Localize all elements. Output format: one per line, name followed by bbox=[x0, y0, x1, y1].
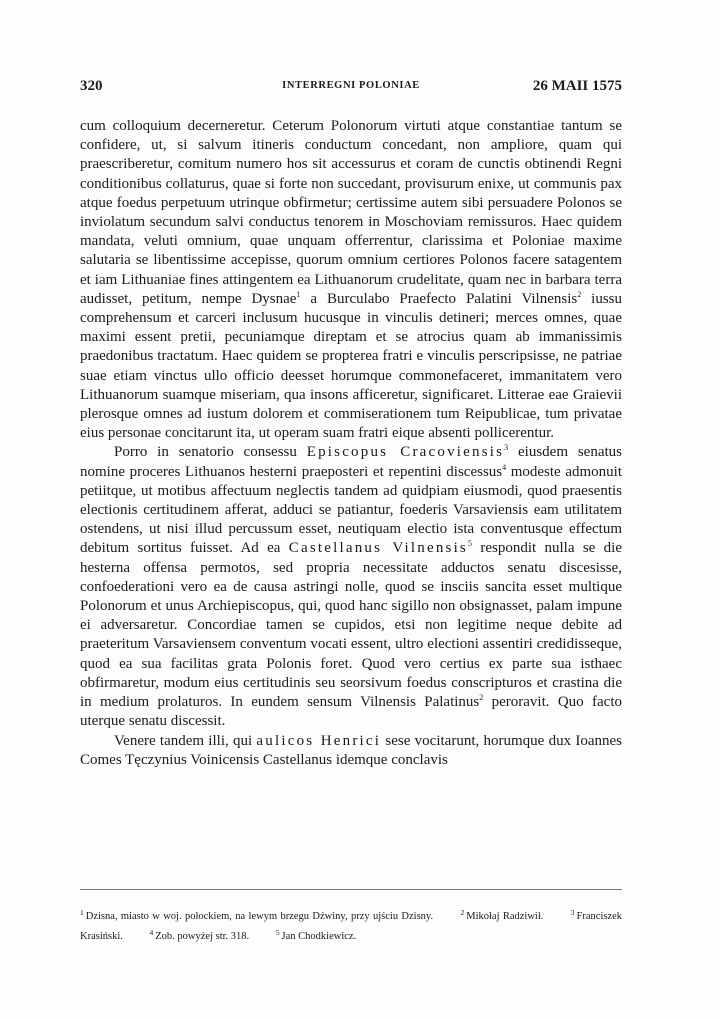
footnote-marker: 3 bbox=[504, 443, 509, 453]
text-run: a Burculabo Praefecto Palatini Vilnensis bbox=[300, 290, 578, 307]
footnote-number: 4 bbox=[149, 928, 154, 937]
footnote-marker: 4 bbox=[502, 462, 507, 472]
footnote-divider bbox=[80, 889, 622, 890]
page-number: 320 bbox=[80, 78, 103, 94]
footnote-number: 3 bbox=[570, 908, 575, 917]
text-run: iussu comprehensum et carceri inclusum hucusque in vinculis detineri; merces omnes, quae maximi essent pretii, pecuniamque direptam et se atrocius quam ab immanissimis praedonibus tractatum. Haec quidem se propterea fratri e vinculis perscripsisse, ne patriae suae etiam vinctus ullo officio deesset horumque commonefaceret, immanitatem vero Lithuanorum suamque miseriam, qua insons afficeretur, significaret. Litterae eae Graievii plerosque omnes ad iustum dolorem et commiserationem tum Reipublicae, tum privatae eius personae concitarunt ita, ut operam suam fratri eique absenti pollicerentur. bbox=[80, 290, 622, 442]
text-run: eiusdem senatus nomine proceres Lithuanos hesterni praeposteri et repentini discessus bbox=[80, 444, 622, 480]
text-run: peroravit. Quo facto uterque senatu discessit. bbox=[80, 694, 622, 730]
text-run: Venere tandem illi, qui bbox=[114, 732, 257, 749]
text-run: modeste admonuit petiitque, ut motibus affectuum neglectis tandem ad quidpiam eiusmodi, quod praesentis electionis certitudinem afferat, adduci se patiantur, foederis Varsaviensis eam utilitatem ostendens, ut nisi illud percussum esset, neutiquam electio ista conventusque effectum debitum sortitus fuisset. Ad ea bbox=[80, 463, 622, 557]
text-run: cum colloquium decerneretur. Ceterum Polonorum virtuti atque constantiae tantum se confidere, ut, si salvum itineris conductum concedant, non ampliore, quam qui praescriberetur, comitum numero hos sit accessurus et coram de cunctis obtinendi Regni conditionibus collaturus, quae si forte non succedant, provisurum enixe, ut communis pax atque foedus perpetuum utrinque obfirmetur; certissime autem sibi persuadere Polonos se inviolatum secundum salvi conductus tenorem in Moschoviam remissuros. Haec quidem mandata, veluti omnium, quae unquam offerrentur, clarissima et Poloniae maxime salutaria se libentissime accepisse, quorum omnium certiores Polonos facere satagentem et iam Lithuaniae fines attingentem ea Lithuanorum crudelitate, quam nec in barbara terra audisset, petitum, nempe Dysnae bbox=[80, 118, 622, 307]
footnote-marker: 1 bbox=[296, 289, 301, 299]
footnote-5 bbox=[275, 928, 357, 942]
text-run: Porro in senatorio consessu bbox=[114, 444, 307, 461]
footnote-number: 1 bbox=[80, 908, 84, 917]
paragraph-3 bbox=[80, 732, 622, 770]
footnote-text: Franciszek Krasiński. bbox=[80, 911, 623, 942]
spaced-name: aulicos Henrici bbox=[256, 732, 382, 749]
footnote-marker: 2 bbox=[479, 693, 484, 703]
footnote-text: Jan Chodkiewicz. bbox=[281, 931, 357, 942]
footnote-number: 2 bbox=[460, 908, 465, 917]
spaced-name: Episcopus Cracoviensis bbox=[306, 444, 505, 461]
footnote-number: 5 bbox=[275, 928, 280, 937]
footnote-4 bbox=[149, 928, 250, 942]
paragraph-1 bbox=[80, 117, 622, 443]
footnote-marker: 2 bbox=[577, 289, 582, 299]
paragraph-2 bbox=[80, 443, 622, 731]
spaced-name: Castellanus Vilnensis bbox=[288, 540, 468, 557]
footnotes bbox=[80, 905, 622, 945]
footnote-1 bbox=[80, 908, 434, 922]
footnote-text: Dzisna, miasto w woj. połockiem, na lewym brzegu Dźwiny, przy ujściu Dzisny. bbox=[85, 911, 434, 922]
footnote-marker: 5 bbox=[467, 539, 472, 549]
footnote-text: Mikołaj Radziwił. bbox=[466, 911, 544, 922]
running-title: INTERREGNI POLONIAE bbox=[282, 80, 420, 91]
page-header bbox=[80, 78, 622, 100]
main-text bbox=[80, 117, 622, 770]
footnote-2 bbox=[460, 908, 544, 922]
text-run: respondit nulla se die hesterna offensa permotos, sed propria necessitate adductos senatu discesisse, confoederationi vero ea de causa astringi nolle, quod se insciis sancita esset multique Polonorum et unus Archiepiscopus, qui, quod hanc sigillo non obsignasset, palam impune ei adversaretur. Concordiae tamen se cupidos, etsi non legitime neque debite ad praeteritum Varsaviensem conventum vocati essent, ultro electioni assentiri credidisseque, quod ea sua facilitas grata Polonis foret. Quod vero certius ex parte sua isthaec obfirmaretur, modum eius certitudinis seu seorsivum foedus conscripturos et crastina die in medium prolaturos. In eundem sensum Vilnensis Palatinus bbox=[80, 540, 622, 711]
footnote-text: Zob. powyżej str. 318. bbox=[155, 931, 250, 942]
header-date: 26 MAII 1575 bbox=[532, 78, 622, 94]
text-run: sese vocitarunt, horumque dux Ioannes Comes Tęczynius Voinicensis Castellanus idemque conclavis bbox=[80, 732, 622, 768]
